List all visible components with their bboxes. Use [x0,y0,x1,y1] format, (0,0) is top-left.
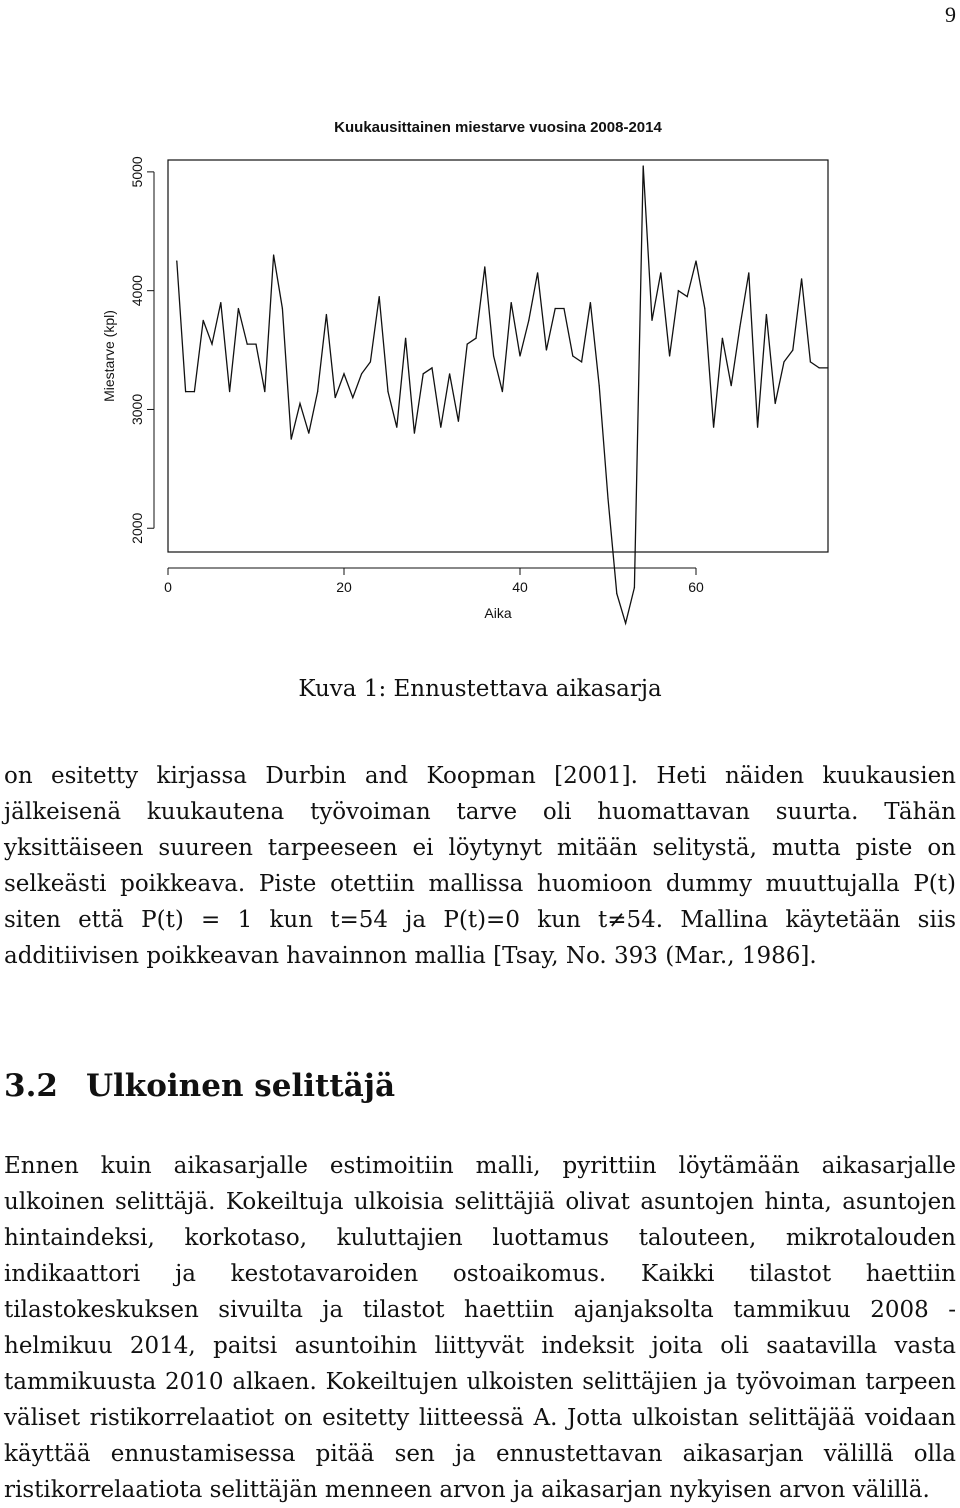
paragraph-outlier: on esitetty kirjassa Durbin and Koopman [2001]. Heti näiden kuukausien jälkeisenä kuukautena työvoiman tarve oli huomattavan suurta. Tähän yksittäiseen suureen tarpeeseen ei löytynyt mitään selitystä, mutta piste on selkeästi poikkeava. Piste otettiin mallissa huomioon dummy muuttujalla P(t) siten että P(t) = 1 kun t=54 ja P(t)=0 kun t≠54. Mallina käytetään siis additiivisen poikkeavan havainnon mallia [Tsay, No. 393 (Mar., 1986]. [4,763,956,969]
data-point [449,373,450,374]
data-point [563,308,564,309]
x-tick-label: 0 [164,579,172,595]
data-point [537,272,538,273]
data-point [317,391,318,392]
section-number: 3.2 [4,1068,58,1104]
data-point [370,361,371,362]
data-point [766,314,767,315]
data-point [519,355,520,356]
section-heading [4,1068,395,1104]
data-point [299,403,300,404]
data-point [528,320,529,321]
data-point [643,165,644,166]
data-point [493,355,494,356]
data-point [484,266,485,267]
data-point [739,326,740,327]
data-point [361,373,362,374]
x-tick-label: 20 [336,579,352,595]
data-point [352,397,353,398]
data-point [555,308,556,309]
x-axis [164,568,704,595]
data-point [247,344,248,345]
data-point [819,367,820,368]
data-point [748,272,749,273]
data-point [264,391,265,392]
data-point [458,421,459,422]
data-point [792,349,793,350]
data-point [308,433,309,434]
data-point [757,427,758,428]
data-point [291,439,292,440]
data-point [801,278,802,279]
chart-title: Kuukausittainen miestarve vuosina 2008-2014 [334,119,662,136]
series-line [177,166,828,623]
data-point [238,308,239,309]
data-point [194,391,195,392]
data-point [695,260,696,261]
data-point [431,367,432,368]
data-point [273,254,274,255]
y-axis-label: Miestarve (kpl) [101,310,117,402]
data-point [625,623,626,624]
data-point [704,308,705,309]
data-point [423,373,424,374]
data-point [669,355,670,356]
data-point [203,320,204,321]
section-title: Ulkoinen selittäjä [85,1068,396,1104]
data-points [176,165,828,624]
data-point [396,427,397,428]
figure-caption: Kuva 1: Ennustettava aikasarja [298,676,662,702]
x-tick-label: 60 [688,579,704,595]
data-point [546,349,547,350]
data-point [581,361,582,362]
x-tick-label: 40 [512,579,528,595]
data-point [220,302,221,303]
data-point [722,338,723,339]
data-point [326,314,327,315]
data-point [185,391,186,392]
data-point [687,296,688,297]
data-point [511,302,512,303]
paragraph-external-regressor: Ennen kuin aikasarjalle estimoitiin malli, pyrittiin löytämään aikasarjalle ulkoinen selittäjä. Kokeiltuja ulkoisia selittäjiä olivat asuntojen hinta, asuntojen hintaindeksi, korkotaso, kuluttajien luottamus talouteen, mikrotalouden indikaattori ja kestotavaroiden ostoaikomus. Kaikki tilastot haettiin tilastokeskuksen sivuilta ja tilastot haettiin ajanjaksolta tammikuu 2008 - helmikuu 2014, paitsi asuntoihin liittyvät indeksit joita oli saatavilla vasta tammikuusta 2010 alkaen. Kokeiltujen ulkoisten selittäjien ja työvoiman tarpeen väliset ristikorrelaatiot on esitetty liitteessä A. Jotta ulkoistan selittäjää voidaan käyttää ennustamisessa pitää sen ja ennustettavan aikasarjan välillä olla ristikorrelaatiota selittäjän menneen arvon ja aikasarjan nykyisen arvon välillä. [4,1153,956,1503]
data-point [176,260,177,261]
data-point [678,290,679,291]
data-point [590,302,591,303]
data-point [379,296,380,297]
data-point [229,391,230,392]
data-point [255,344,256,345]
y-axis [129,156,154,544]
data-point [405,338,406,339]
data-point [660,272,661,273]
data-point [783,361,784,362]
data-point [343,373,344,374]
y-tick-label: 2000 [129,512,145,544]
data-point [475,338,476,339]
data-point [599,385,600,386]
data-point [827,367,828,368]
data-point [440,427,441,428]
data-point [651,320,652,321]
data-point [634,587,635,588]
data-point [572,355,573,356]
data-point [616,593,617,594]
data-point [335,397,336,398]
time-series-chart [96,108,836,638]
y-tick-label: 5000 [129,156,145,188]
data-point [607,498,608,499]
page-number: 9 [945,2,956,27]
x-axis-label: Aika [484,605,512,621]
data-point [387,391,388,392]
data-point [282,308,283,309]
data-point [467,344,468,345]
y-tick-label: 4000 [129,275,145,307]
data-point [211,344,212,345]
data-point [731,385,732,386]
data-point [713,427,714,428]
y-tick-label: 3000 [129,393,145,426]
data-point [414,433,415,434]
data-point [775,403,776,404]
data-point [810,361,811,362]
data-point [502,391,503,392]
